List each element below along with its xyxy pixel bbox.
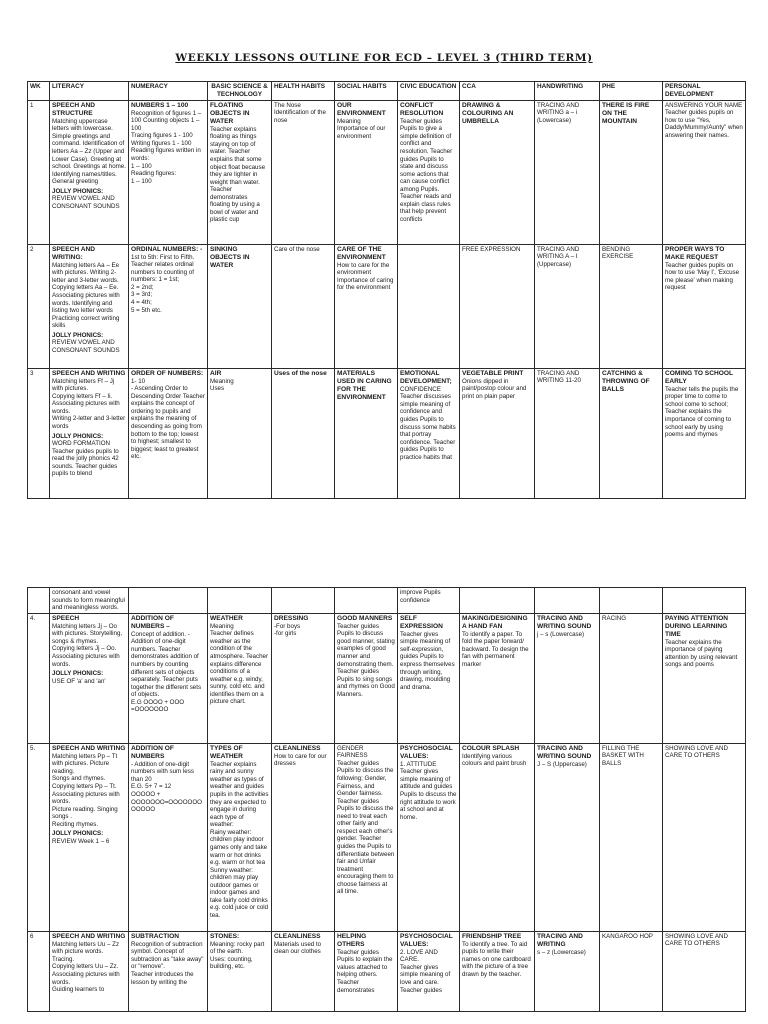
cell-health (272, 100, 335, 244)
cell-personal (663, 100, 746, 244)
cell-body: SHOWING LOVE AND CARE TO OTHERS (665, 744, 728, 760)
cell-cca (460, 244, 535, 368)
cell-body: TRACING AND WRITING A – I (Uppercase) (537, 245, 580, 268)
cell-body: Materials used to clean our clothes (274, 940, 322, 956)
cell-cca (460, 743, 535, 931)
header-cell: LITERACY (50, 82, 129, 101)
cell-phe (600, 368, 663, 498)
cell-title: HELPING OTHERS (337, 932, 367, 948)
cell-body: TRACING AND WRITING a – i (Lowercase) (537, 101, 580, 124)
cell-body: CONFIDENCE Teacher discusses simple meaning of confidence and guides Pupils to discuss some habits that portray confidence. Teacher guides Pupils to practice habits that (400, 385, 456, 461)
cell-body: 2. LOVE AND CARE. Teacher gives simple meaning of love and care. Teacher guides (400, 948, 451, 994)
cell-handwriting (535, 613, 600, 743)
cell-title: TRACING AND WRITING SOUND (537, 744, 592, 760)
cell-body: Teacher tells the pupils the proper time to come to school come to school; Teacher explains the importance of coming to school early by using poems and rhymes (665, 385, 739, 439)
cell-literacy (50, 931, 129, 1011)
cell-title: TRACING AND WRITING (537, 932, 583, 948)
cell-civic (398, 100, 460, 244)
lesson-rows (28, 613, 746, 1011)
cell-title: TYPES OF WEATHER (210, 744, 243, 760)
cell-civic (398, 613, 460, 743)
cell-title: CLEANLINESS (274, 744, 321, 752)
cell-body: Teacher guides Pupils to explain the values attached to helping others. Teacher demonstrates (337, 948, 393, 994)
cell-title: SPEECH AND STRUCTURE (52, 101, 95, 117)
cell-civic (398, 931, 460, 1011)
cell-title: SUBTRACTION (131, 932, 179, 940)
header-row (28, 82, 746, 101)
lesson-rows (28, 100, 746, 498)
cell-title: EMOTIONAL DEVELOPMENT; (400, 369, 452, 385)
cell-health (272, 743, 335, 931)
cell-handwriting (535, 368, 600, 498)
cell-handwriting (535, 100, 600, 244)
cell-title: PSYCHOSOCIAL VALUES: (400, 744, 453, 760)
jolly-phonics-text: USE OF 'a' and 'an' (52, 677, 106, 685)
cell-literacy (50, 368, 129, 498)
week-number: 5. (28, 743, 50, 931)
cell-body: GENDER FAIRNESS Teacher guides Pupils to discuss the following; Gender, Fairness, and Gender fairness. Teacher guides Pupils to discuss the need to treat each other fairly and respect each other's gender. Teacher guides the Pupils to differentiate between fair and Unfair treatment encouraging them to choose fairness at all time. (337, 744, 395, 896)
cell-handwriting (535, 931, 600, 1011)
cell-science (208, 743, 272, 931)
cell-title: SPEECH AND WRITING: (52, 245, 95, 261)
cell-numeracy (129, 244, 208, 368)
cell-title: PROPER WAYS TO MAKE REQUEST (665, 245, 725, 261)
cell-handwriting (535, 244, 600, 368)
week-number: 6 (28, 931, 50, 1011)
cell-literacy (50, 100, 129, 244)
cell-body: Concept of addition. - Addition of one-digit numbers. Teacher demonstrates addition of numbers by counting different sets of objects separately. Teacher puts together the different sets of objects. E.G OOOO + OOO =OOOOOOO (131, 630, 202, 714)
cell-cca (460, 100, 535, 244)
cell-handwriting (535, 743, 600, 931)
cell-body: To identify a tree. To aid pupils to write their names on one cardboard with the picture of a tree drawn by the teacher. (462, 940, 531, 978)
cell-body: Matching letters Pp – Tt with pictures. Picture reading. Songs and rhymes. Copying letters Pp – Tt. Associating pictures with words. Picture reading. Singing songs . Reciting rhymes. (52, 752, 120, 828)
jolly-phonics-label: JOLLY PHONICS: (52, 187, 104, 195)
jolly-phonics-text: REVIEW VOWEL AND CONSONANT SOUNDS (52, 195, 120, 210)
cell-body: Identifying various colours and paint brush (462, 752, 527, 768)
cell-body: FILLING THE BASKET WITH BALLS (602, 744, 644, 767)
cell-title: ADDITION OF NUMBERS – (131, 614, 174, 630)
cell-body: Meaning Teacher defines weather as the condition of the atmosphere. Teacher explains difference conditions of a weather e.g. windy, sunny, cold etc. and identifies them on a picture chart. (210, 622, 269, 706)
cell-title: GOOD MANNERS (337, 614, 393, 622)
cell-body: Teacher explains floating as things staying on top of water. Teacher explains that some object float because they are lighter in weight than water. Teacher demonstrates floating by using a bowl of water and plastic cup (210, 125, 266, 224)
cell-body: KANGAROO HOP (602, 932, 653, 940)
cell-cca (460, 931, 535, 1011)
cell-body: J – S (Uppercase) (537, 760, 587, 768)
cell-body: BENDING EXERCISE (602, 245, 634, 261)
cell-body: To identify a paper. To fold the paper forward/ backward. To design the fan with permanent marker (462, 630, 529, 668)
cell-cca (460, 613, 535, 743)
week-row (28, 100, 746, 244)
cell-title: CONFLICT RESOLUTION (400, 101, 444, 117)
cell-science (208, 100, 272, 244)
cell-title: MAKING/DESIGNING A HAND FAN (462, 614, 528, 630)
header-cell: PERSONAL DEVELOPMENT (663, 82, 746, 101)
week-number: 3 (28, 368, 50, 498)
cell-science (208, 931, 272, 1011)
header-cell: CIVIC EDUCATION (398, 82, 460, 101)
cell-body: How to care for our dresses (274, 752, 327, 768)
cell-title: ORDER OF NUMBERS: (131, 369, 204, 377)
header-cell: WK (28, 82, 50, 101)
cell-health (272, 613, 335, 743)
cell-title: DRAWING & COLOURING AN UMBRELLA (462, 101, 514, 125)
cell-social (335, 931, 398, 1011)
cell-body: SHOWING LOVE AND CARE TO OTHERS (665, 932, 728, 948)
cell-health (272, 368, 335, 498)
cell-body: s – z (Lowercase) (537, 948, 586, 956)
cell-civic (398, 368, 460, 498)
cell-literacy (50, 613, 129, 743)
cell-science (208, 613, 272, 743)
cell-title: MATERIALS USED IN CARING FOR THE ENVIRONMENT (337, 369, 392, 401)
cell-title: ORDINAL NUMBERS: - (131, 245, 203, 253)
cell-title: DRESSING (274, 614, 309, 622)
cell-social (335, 100, 398, 244)
cell-personal (663, 743, 746, 931)
cell-body: 1- 10 - Ascending Order to Descending Order Teacher explains the concept of ordering to pupils and explains the meaning of descending as going from bottom to the top; lowest to highest; smallest to biggest; least to greatest etc. (131, 377, 205, 461)
cell-title: SINKING OBJECTS IN WATER (210, 245, 250, 269)
cell-numeracy (129, 613, 208, 743)
cell-title: COMING TO SCHOOL EARLY (665, 369, 733, 385)
cell-body: Matching letters Aa – Ee with pictures. Writing 2-letter and 3-letter words. Copying letters Aa – Ee. Associating pictures with words. Identifying and listing two letter words Practicing correct writing skills (52, 261, 120, 330)
cell-social (335, 244, 398, 368)
cell-title: ADDITION OF NUMBERS (131, 744, 174, 760)
cell-body: How to care for the environment Importance of caring for the environment (337, 261, 394, 292)
cell-title: VEGETABLE PRINT (462, 369, 524, 377)
cell-civic (398, 244, 460, 368)
week-row (28, 613, 746, 743)
cell-personal (663, 368, 746, 498)
jolly-phonics-label: JOLLY PHONICS: (52, 670, 104, 678)
week-row (28, 244, 746, 368)
cell-title: FRIENDSHIP TREE (462, 932, 522, 940)
cell-body: Matching uppercase letters with lowercase. Simple greetings and command. Identification of letters Aa – Zz (Upper and Lower Case). Greeting at school. Greetings at home. Identifying names/titles. General greeting (52, 117, 126, 186)
cell-title: SELF EXPRESSION (400, 614, 443, 630)
cell-social (335, 613, 398, 743)
cell-body: Teacher guides pupils on how to use 'May I', 'Excuse me please' when making request (665, 261, 740, 292)
cell-cca (460, 368, 535, 498)
jolly-phonics-label: JOLLY PHONICS: (52, 830, 104, 838)
cell-body: Meaning Uses (210, 377, 234, 393)
cell-body: j – s (Lowercase) (537, 630, 585, 638)
cell-numeracy (129, 368, 208, 498)
cell-title: PSYCHOSOCIAL VALUES: (400, 932, 453, 948)
cell-title: CATCHING & THROWING OF BALLS (602, 369, 650, 393)
cell-phe (600, 613, 663, 743)
cell-personal (663, 931, 746, 1011)
cell-numeracy (129, 931, 208, 1011)
cell-body: -For boys -for girls (274, 622, 301, 638)
cell-title: CLEANLINESS (274, 932, 321, 940)
cell-body: Meaning: rocky part of the earth. Uses: counting, building, etc. (210, 940, 265, 971)
cell-phe (600, 743, 663, 931)
cell-body: Onions dipped in paint/postop colour and print on plain paper (462, 377, 527, 400)
cell-literacy (50, 244, 129, 368)
cell-phe (600, 244, 663, 368)
cell-personal (663, 244, 746, 368)
cell-title: STONES: (210, 932, 240, 940)
cell-title: SPEECH AND WRITING (52, 369, 126, 377)
header-cell: HEALTH HABITS (272, 82, 335, 101)
cell-body: Teacher explains the importance of paying attention by using relevant songs and poems (665, 638, 738, 669)
cell-title: SPEECH AND WRITING (52, 744, 126, 752)
cell-title: CARE OF THE ENVIRONMENT (337, 245, 386, 261)
cell-body: The Nose Identification of the nose (274, 101, 326, 124)
jolly-phonics-text: REVIEW VOWEL AND CONSONANT SOUNDS (52, 339, 120, 354)
cell-social (335, 743, 398, 931)
cell-title: SPEECH AND WRITING (52, 932, 126, 940)
cell-body: Matching letters Ff – Jj with pictures. Copying letters Ff – Ii. Associating pictures with words. Writing 2-letter and 3-letter words (52, 377, 126, 431)
cell-body: RACING (602, 614, 627, 622)
cell-body: FREE EXPRESSION (462, 245, 521, 253)
cell-title: FLOATING OBJECTS IN WATER (210, 101, 250, 125)
jolly-phonics-label: JOLLY PHONICS: (52, 331, 104, 339)
cell-body: TRACING AND WRITING 11-20 (537, 369, 581, 385)
cell-phe (600, 931, 663, 1011)
cell-title: OUR ENVIRONMENT (337, 101, 386, 117)
week-number: 2 (28, 244, 50, 368)
cell-title: Uses of the nose (274, 369, 327, 377)
cell-body: 1. ATTITUDE Teacher gives simple meaning of attitude and guides Pupils to discuss the right attitude to work at school and at home. (400, 760, 457, 821)
week-number: 1 (28, 100, 50, 244)
page-title: WEEKLY LESSONS OUTLINE FOR ECD – LEVEL 3 (THIRD TERM) (175, 52, 593, 64)
cell-body: Matching letters Uu – Zz with picture words. Tracing. Copying letters Uu – Zz. Associating pictures with words. Guiding learners to (52, 940, 120, 994)
cell-health (272, 244, 335, 368)
cell-phe (600, 100, 663, 244)
lesson-table-page-2 (27, 587, 746, 1012)
week-row (28, 368, 746, 498)
cell-body: Teacher guides Pupils to discuss good manner, stating examples of good manner and demonstrating them. Teacher guides Pupils to sing songs and rhymes on Good Manners. (337, 622, 395, 698)
cell-body: Teacher gives simple meaning of self-expression, guides Pupils to express themselves through writing, drawing, moulding and drama. (400, 630, 455, 691)
lesson-table-page-1 (27, 81, 746, 499)
cell-title: PAYING ATTENTION DURING LEARNING TIME (665, 614, 729, 638)
header-cell: BASIC SCIENCE & TECHNOLOGY (208, 82, 272, 101)
cell-civic (398, 743, 460, 931)
cell-body: Teacher guides Pupils to give a simple definition of conflict and resolution. Teacher guides Pupils to state and discuss some actions that can cause conflict among Pupils. Teacher reads and explain class rules that help prevent conflicts (400, 117, 453, 223)
cell-personal (663, 613, 746, 743)
cell-body: Teacher explains rainy and sunny weather as types of weather and guides pupils in the activities they are expected to engage in during each type of weather: Rainy weather: children play indoor games only and take warm or hot drinks e.g. warm or hot tea Sunny weather: children may play outdoor games or indoor games and take fairly cold drinks e.g. cold juice or cold tea. (210, 760, 269, 919)
cell-title: AIR (210, 369, 222, 377)
cell-numeracy (129, 743, 208, 931)
cell-numeracy (129, 100, 208, 244)
cell-social (335, 368, 398, 498)
week-number: 4. (28, 613, 50, 743)
jolly-phonics-text: WORD FORMATION Teacher guides pupils to read the jolly phonics 42 sounds. Teacher guides pupils to blend (52, 440, 119, 478)
cell-science (208, 244, 272, 368)
cell-body: Meaning Importance of our environment (337, 117, 386, 140)
cell-body: 1st to 5th: First to Fifth. Teacher relates ordinal numbers to counting of numbers: 1 = 1st; 2 = 2nd; 3 = 3rd; 4 = 4th; 5 = 5th etc. (131, 253, 195, 314)
cell-body: Recognition of subtraction symbol. Concept of subtraction as "take away" or "remove". Teacher introduces the lesson by writing the (131, 940, 204, 986)
cell-title: THERE IS FIRE ON THE MOUNTAIN (602, 101, 650, 125)
jolly-phonics-text: REVIEW Week 1 – 6 (52, 837, 110, 845)
cell-body: Care of the nose (274, 245, 320, 253)
week-row (28, 743, 746, 931)
header-cell: PHE (600, 82, 663, 101)
cell-title: COLOUR SPLASH (462, 744, 520, 752)
jolly-phonics-label: JOLLY PHONICS: (52, 432, 104, 440)
header-cell: SOCIAL HABITS (335, 82, 398, 101)
continuation-literacy: consonant and vowel sounds to form meaningful and meaningless words. (50, 588, 129, 614)
week-row (28, 931, 746, 1011)
cell-title: WEATHER (210, 614, 243, 622)
cell-body: Recognition of figures 1 – 100 Counting objects 1 – 100 Tracing figures 1 - 100 Writing figures 1 - 100 Reading figures written in words: 1 – 100 Reading figures: 1 – 100 (131, 109, 202, 185)
continuation-civic: improve Pupils confidence (398, 588, 460, 614)
continuation-row (28, 588, 746, 614)
cell-science (208, 368, 272, 498)
header-cell: HANDWRITING (535, 82, 600, 101)
header-cell: CCA (460, 82, 535, 101)
cell-health (272, 931, 335, 1011)
header-cell: NUMERACY (129, 82, 208, 101)
cell-literacy (50, 743, 129, 931)
cell-body: - Addition of one-digit numbers with sum less than 20 E.G. 5+ 7 = 12 OOOOO + OOOOOOO=OOOOOOO OOOOO (131, 760, 202, 814)
cell-title: NUMBERS 1 – 100 (131, 101, 189, 109)
cell-body: ANSWERING YOUR NAME Teacher guides pupils on how to use "Yes, Daddy/Mummy/Aunty" when answering their names. (665, 101, 743, 139)
cell-title: TRACING AND WRITING SOUND (537, 614, 592, 630)
cell-title: SPEECH (52, 614, 80, 622)
cell-body: Matching letters Jj – Oo with pictures. Storytelling, songs & rhymes. Copying letters Jj – Oo. Associating pictures with words. (52, 622, 123, 668)
